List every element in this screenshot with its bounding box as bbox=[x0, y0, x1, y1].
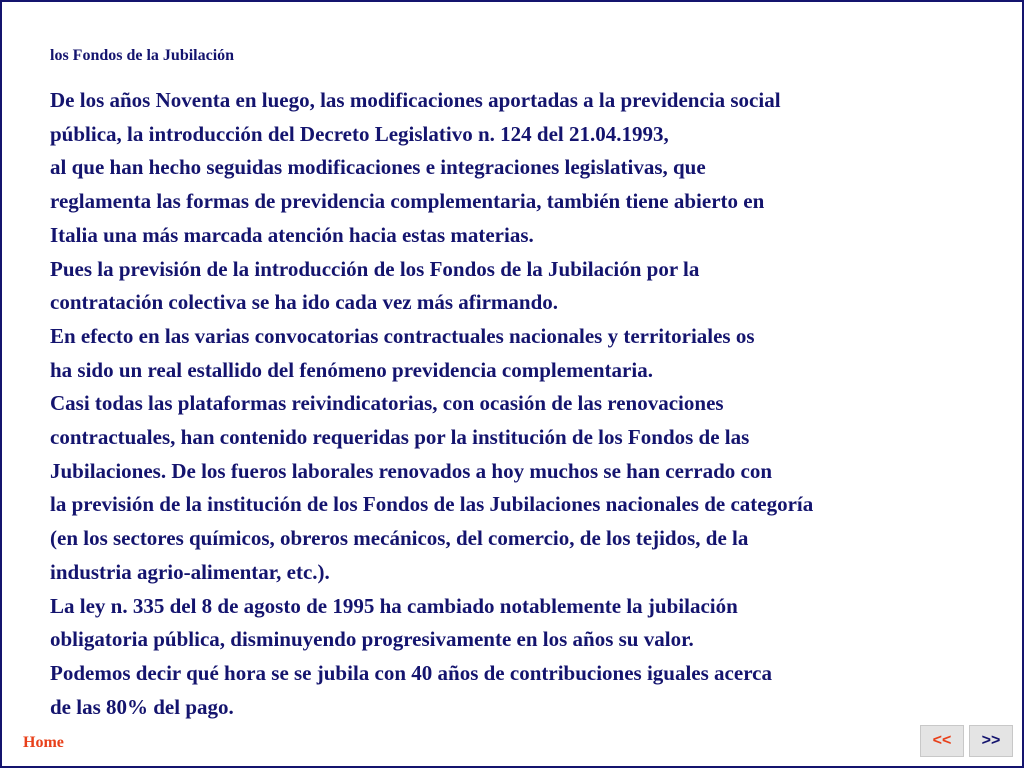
text-line: industria agrio-alimentar, etc.). bbox=[50, 559, 330, 584]
page-title: los Fondos de la Jubilación bbox=[50, 47, 235, 64]
text-line: pública, la introducción del Decreto Legislativo n. 124 del 21.04.1993, bbox=[50, 121, 669, 146]
home-link[interactable]: Home bbox=[23, 734, 64, 751]
text-line: ha sido un real estallido del fenómeno previdencia complementaria. bbox=[50, 357, 653, 382]
text-line: Podemos decir qué hora se se jubila con 40 años de contribuciones iguales acerca bbox=[50, 660, 772, 685]
text-line: contratación colectiva se ha ido cada vez más afirmando. bbox=[50, 290, 559, 315]
text-line: La ley n. 335 del 8 de agosto de 1995 ha cambiado notablemente la jubilación bbox=[50, 593, 738, 618]
text-line: contractuales, han contenido requeridas por la institución de los Fondos de las bbox=[50, 425, 750, 450]
body-text bbox=[50, 84, 1010, 724]
text-line: Italia una más marcada atención hacia estas materias. bbox=[50, 222, 534, 247]
text-line: De los años Noventa en luego, las modificaciones aportadas a la previdencia social bbox=[50, 88, 781, 112]
next-page-button[interactable]: >> bbox=[969, 725, 1013, 757]
text-line: la previsión de la institución de los Fondos de las Jubilaciones nacionales de categoría bbox=[50, 492, 814, 517]
text-line: En efecto en las varias convocatorias contractuales nacionales y territoriales os bbox=[50, 323, 755, 348]
text-line: Jubilaciones. De los fueros laborales renovados a hoy muchos se han cerrado con bbox=[50, 458, 772, 483]
text-line: Casi todas las plataformas reivindicatorias, con ocasión de las renovaciones bbox=[50, 391, 724, 416]
text-line: de las 80% del pago. bbox=[50, 694, 234, 719]
previous-page-button[interactable]: << bbox=[920, 725, 964, 757]
text-line: (en los sectores químicos, obreros mecánicos, del comercio, de los tejidos, de la bbox=[50, 526, 749, 551]
text-line: Pues la previsión de la introducción de los Fondos de la Jubilación por la bbox=[50, 256, 700, 281]
text-line: obligatoria pública, disminuyendo progresivamente en los años su valor. bbox=[50, 627, 694, 652]
text-line: al que han hecho seguidas modificaciones e integraciones legislativas, que bbox=[50, 155, 706, 180]
text-line: reglamenta las formas de previdencia complementaria, también tiene abierto en bbox=[50, 189, 765, 214]
